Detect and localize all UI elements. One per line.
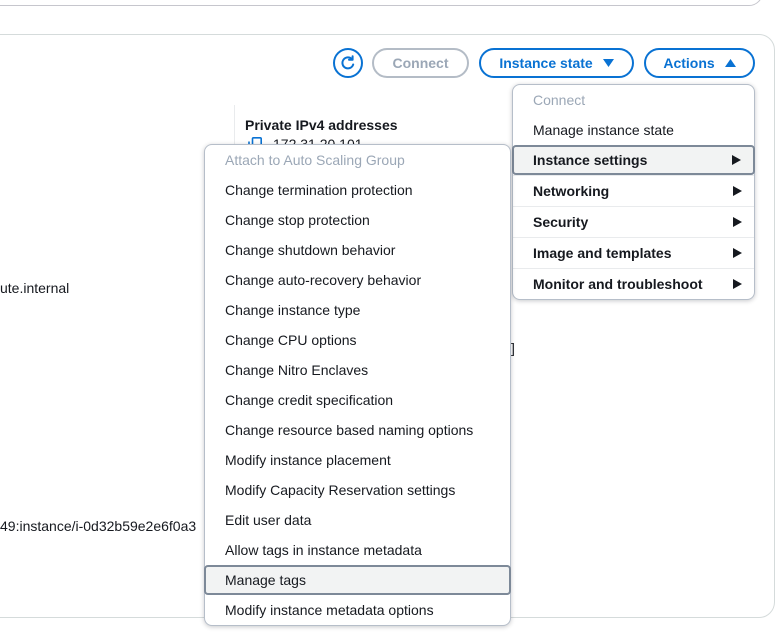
submenu-item-change-credit-specification[interactable]: Change credit specification	[225, 392, 394, 408]
caret-right-icon	[732, 155, 741, 165]
menu-item-instance-settings[interactable]	[512, 145, 755, 175]
menu-item-networking[interactable]	[513, 175, 754, 206]
instance-state-button[interactable]	[479, 48, 634, 78]
caret-right-icon	[733, 217, 742, 227]
submenu-item-modify-capacity-reservation[interactable]: Modify Capacity Reservation settings	[225, 482, 456, 498]
caret-right-icon	[733, 248, 742, 258]
top-panel-edge	[0, 0, 763, 6]
submenu-item-change-cpu-options[interactable]: Change CPU options	[225, 332, 357, 348]
submenu-item-modify-metadata-options[interactable]: Modify instance metadata options	[225, 602, 434, 618]
menu-item-label: Monitor and troubleshoot	[533, 276, 703, 292]
menu-item-image-and-templates[interactable]	[513, 237, 754, 268]
connect-button-label: Connect	[392, 55, 449, 71]
menu-item-security[interactable]	[513, 206, 754, 237]
caret-up-icon	[725, 59, 736, 67]
menu-item-label: Image and templates	[533, 245, 672, 261]
submenu-item-change-nitro-enclaves[interactable]: Change Nitro Enclaves	[225, 362, 369, 378]
submenu-item-attach-auto-scaling-group[interactable]: Attach to Auto Scaling Group	[225, 152, 405, 168]
menu-item-label: Networking	[533, 183, 610, 199]
instance-settings-submenu	[204, 144, 511, 626]
submenu-item-allow-tags-in-metadata[interactable]: Allow tags in instance metadata	[225, 542, 422, 558]
instance-arn-fragment: 49:instance/i-0d32b59e2e6f0a3	[0, 518, 197, 534]
caret-right-icon	[733, 186, 742, 196]
menu-item-label: Security	[533, 214, 589, 230]
refresh-icon	[340, 55, 356, 71]
private-dns-fragment: ute.internal	[0, 280, 70, 296]
actions-button[interactable]	[644, 48, 755, 78]
actions-dropdown-menu	[512, 84, 755, 300]
menu-item-monitor-and-troubleshoot[interactable]	[513, 268, 754, 299]
submenu-item-change-shutdown-behavior[interactable]: Change shutdown behavior	[225, 242, 396, 258]
submenu-item-change-stop-protection[interactable]: Change stop protection	[225, 212, 370, 228]
menu-item-manage-instance-state[interactable]: Manage instance state	[533, 122, 674, 138]
caret-down-icon	[603, 59, 614, 67]
refresh-button[interactable]	[333, 48, 363, 78]
bracket-fragment: ]	[511, 340, 515, 356]
submenu-item-manage-tags[interactable]: Manage tags	[204, 565, 511, 595]
submenu-item-edit-user-data[interactable]: Edit user data	[225, 512, 312, 528]
private-ipv4-heading: Private IPv4 addresses	[245, 117, 398, 133]
menu-item-connect[interactable]: Connect	[533, 92, 586, 108]
submenu-item-change-resource-based-naming[interactable]: Change resource based naming options	[225, 422, 474, 438]
submenu-item-change-auto-recovery-behavior[interactable]: Change auto-recovery behavior	[225, 272, 422, 288]
connect-button[interactable]	[372, 48, 469, 78]
submenu-item-change-termination-protection[interactable]: Change termination protection	[225, 182, 413, 198]
actions-button-label: Actions	[663, 55, 715, 71]
submenu-item-change-instance-type[interactable]: Change instance type	[225, 302, 361, 318]
instance-state-button-label: Instance state	[499, 55, 593, 71]
caret-right-icon	[733, 279, 742, 289]
menu-item-label: Instance settings	[533, 152, 648, 168]
submenu-item-modify-instance-placement[interactable]: Modify instance placement	[225, 452, 391, 468]
